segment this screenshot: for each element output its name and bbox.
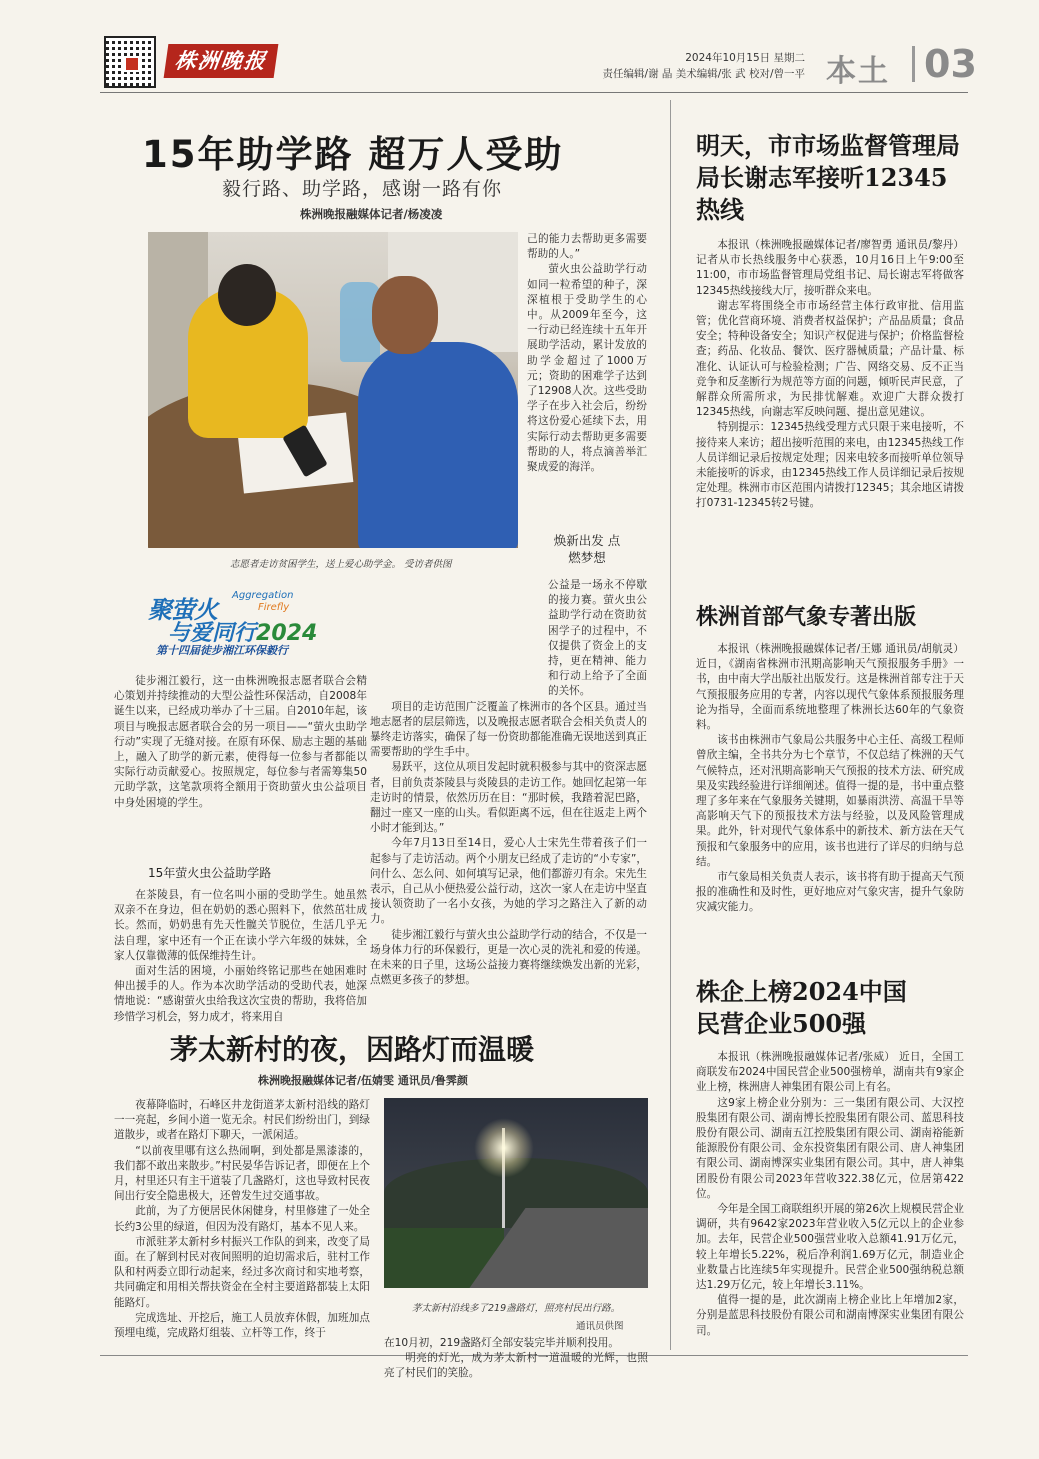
- paragraph: 值得一提的是，此次湖南上榜企业比上年增加2家，分别是蓝思科技股份有限公司和湖南博深实业集团有限公司。: [696, 1294, 964, 1337]
- paragraph: 在茶陵县，有一位名叫小丽的受助学生。她虽然双亲不在身边，但在奶奶的悉心照料下，依然茁壮成长。然而，奶奶患有先天性髋关节脱位，生活几乎无法自理，家中还有一个正在读小学六年级的妹妹，全家人仅靠微薄的低保维持生计。: [114, 889, 367, 962]
- paragraph: 本报讯（株洲晚报融媒体记者/廖智勇 通讯员/黎丹） 记者从市长热线服务中心获悉，10月16日上午9:00至11:00，市市场监督管理局党组书记、局长谢志军将做客12345热线接线大厅，接听群众来电。: [696, 239, 964, 297]
- right-headline-3: 株企上榜2024中国民营企业500强: [696, 977, 907, 1038]
- paragraph: 今年是全国工商联组织开展的第26次上规模民营企业调研，共有9642家2023年营业收入5亿元以上的企业参加。去年，民营企业500强营业收入总额41.91万亿元，较上年增长5.22%，税后净利润1.69万亿元，制造业企业数量占比连续5年实现提升。民营企业500强纳税总额达1.29万亿元，较上年增长3.11%。: [696, 1203, 964, 1292]
- paragraph: 萤火虫公益助学行动如同一粒希望的种子，深深植根于受助学生的心中。从2009年至今，这一行动已经连续十五年开展助学活动，累计发放的助学金超过了1000万元；资助的困难学子达到了12908人次。这些受助学子在步入社会后，纷纷将这份爱心延续下去，用实际行动去帮助更多需要帮助的人，将点滴善举汇聚成爱的海洋。: [527, 263, 647, 474]
- main-byline: 株洲晚报融媒体记者/杨凌凌: [300, 207, 443, 221]
- photo-credit: 通讯员供图: [576, 1321, 624, 1332]
- main-subheadline: 毅行路、助学路，感谢一路有你: [222, 178, 503, 200]
- main-article-col-b: [370, 578, 647, 988]
- volunteer-visit-photo: [148, 232, 518, 548]
- logo-event-line: 第十四届徒步湘江环保毅行: [156, 644, 288, 657]
- paragraph: 这9家上榜企业分别为：三一集团有限公司、大汉控股集团有限公司、湖南博长控股集团有限公司、蓝思科技股份有限公司、湖南五江控股集团有限公司、湖南裕能新能源股份有限公司、金东投资集团有限公司、唐人神集团有限公司、湖南博深实业集团有限公司。其中，唐人神集团股份有限公司2023年营收322.38亿元，位居第422位。: [696, 1096, 964, 1200]
- paragraph: 市气象局相关负责人表示，该书将有助于提高天气预报的准确性和及时性，更好地应对气象灾害，提升气象防灾减灾能力。: [696, 871, 964, 914]
- logo-cn-line1: 聚萤火: [148, 596, 217, 624]
- paragraph: 面对生活的困境，小丽始终铭记那些在她困难时伸出援手的人。作为本次助学活动的受助代表，她深情地说：“感谢萤火虫给我这次宝贵的帮助，我将倍加珍惜学习机会，努力成才，将来用自: [114, 965, 367, 1023]
- second-byline: 株洲晚报融媒体记者/伍婧雯 通讯员/鲁霁颜: [258, 1074, 468, 1087]
- editors-line: 责任编辑/谢 晶 美术编辑/张 武 校对/曾一平: [602, 68, 805, 80]
- photo-caption: 茅太新村沿线多了219盏路灯，照亮村民出行路。: [412, 1303, 621, 1314]
- second-article-col: [114, 1098, 370, 1341]
- paragraph: 明亮的灯光，成为茅太新村一道温暖的光辉，也照亮了村民们的笑脸。: [384, 1352, 648, 1380]
- second-article-col-d: [384, 1336, 648, 1382]
- paragraph: 易跃平，这位从项目发起时就积极参与其中的资深志愿者，目前负责茶陵县与炎陵县的走访工作。她回忆起第一年走访时的情景，依然历历在目：“那时候，我踏着泥巴路，翻过一座又一座的山头。看似距离不远，但在往返走上两个小时才能到达。”: [370, 761, 647, 835]
- section-divider: [912, 46, 915, 82]
- streetlight-photo: [384, 1098, 648, 1288]
- paragraph: 该书由株洲市气象局公共服务中心主任、高级工程师曾欣主编，全书共分为七个章节，不仅总结了株洲的天气气候特点，还对汛期高影响天气预报的技术方法、研究成果及实践经验进行详细阐述。值得一提的是，书中重点整理了多年来在气象服务关键期，如暴雨洪涝、高温干旱等高影响天气下的预报技术方法与经验，以及风险管理成果。此外，针对现代气象体系中的新技术、新方法在天气预报和气象服务中的应用，该书也进行了详尽的归纳与总结。: [696, 734, 964, 868]
- page-number: 03: [924, 42, 977, 86]
- logo-en-line1: Aggregation: [232, 590, 294, 601]
- newspaper-logo: 株洲晚报: [164, 44, 279, 78]
- header-rule: [100, 92, 968, 93]
- paragraph: 谢志军将围绕全市市场经营主体行政审批、信用监管；优化营商环境、消费者权益保护；产品品质量；食品安全；特种设备安全；知识产权促进与保护；价格监督检查；药品、化妆品、餐饮、医疗器械质量；产品计量、标准化、认证认可与检验检测；广告、网络交易、反不正当竞争和反垄断行为规范等方面的问题，倾听民声民意，了解群众所需所求，为民排忧解难。欢迎广大群众拨打12345热线，向谢志军反映问题、提出意见建议。: [696, 299, 964, 419]
- right-article-2: [696, 642, 964, 916]
- paragraph: 本报讯（株洲晚报融媒体记者/王娜 通讯员/胡航灵） 近日，《湖南省株洲市汛期高影响天气预报服务手册》一书，由中南大学出版社出版发行。这是株洲首部专注于天气预报服务应用的专著，内容以现代气象体系预报服务理论为指导，全面而系统地整理了株洲长达60年的气象资料。: [696, 643, 964, 732]
- main-article-col-a: [114, 674, 367, 811]
- qr-code: [104, 36, 156, 88]
- main-headline: 15年助学路 超万人受助: [142, 133, 564, 176]
- paragraph: 今年7月13日至14日，爱心人士宋先生带着孩子们一起参与了走访活动。两个小朋友已经成了走访的“小专家”，问什么、怎么问、如何填写记录，他们都游刃有余。宋先生表示，自己从小便热爱公益行动，这次一家人在走访中坚直接认领资助了一名小女孩，为她的学习之路注入了新的动力。: [370, 837, 647, 926]
- paragraph: “以前夜里哪有这么热闹啊，到处都是黑漆漆的，我们都不敢出来散步。”村民晏华告诉记者，即便在上个月，村里还只有主干道装了几盏路灯，这也导致村民夜间出行安全隐患极大，还曾发生过交通事故。: [114, 1144, 370, 1203]
- paragraph: 项目的走访范围广泛覆盖了株洲市的各个区县。通过当地志愿者的层层筛选，以及晚报志愿者联合会相关负责人的暴终走访落实，确保了每一份资助都能准确无误地送到真正需要帮助的学生手中。: [370, 700, 647, 759]
- paragraph: 夜幕降临时，石峰区井龙街道茅太新村沿线的路灯一一亮起，乡间小道一览无余。村民们纷纷出门，到绿道散步，或者在路灯下聊天，一派闲适。: [114, 1099, 370, 1142]
- main-article-col-b-top: [527, 232, 647, 475]
- paragraph: 此前，为了方便居民休闲健身，村里修建了一处全长约3公里的绿道，但因为没有路灯，基本不见人来。: [114, 1205, 370, 1233]
- firefly-event-logo: [148, 590, 328, 660]
- paragraph: 完成选址、开挖后，施工人员放弃休假，加班加点预埋电缆，完成路灯组装、立杆等工作，终于: [114, 1311, 370, 1340]
- second-headline: 茅太新村的夜，因路灯而温暖: [170, 1033, 535, 1066]
- paragraph: 徒步湘江毅行，这一由株洲晚报志愿者联合会精心策划并持续推动的大型公益性环保活动，自2008年诞生以来，已经成功举办了十三届。自2010年起，该项目与晚报志愿者联合会的另一项目——“萤火虫助学行动”实现了无缝对接。在原有环保、励志主题的基础上，融入了助学的新元素，使得每一位参与者都能以实际行动贡献爱心。按照规定，每位参与者需筹集50元助学款，这笔款项将全额用于资助萤火虫公益项目中身处困境的学生。: [114, 675, 367, 809]
- main-article-col-a2: [114, 888, 367, 1025]
- photo-caption: 志愿者走访贫困学生，送上爱心助学金。 受访者供图: [230, 559, 452, 570]
- paragraph: 本报讯（株洲晚报融媒体记者/张威） 近日，全国工商联发布2024中国民营企业500强榜单，湖南共有9家企业上榜，株洲唐人神集团有限公司上有名。: [696, 1051, 964, 1094]
- column-rule: [670, 100, 671, 1350]
- logo-cn-line2: 与爱同行2024: [168, 621, 318, 646]
- right-headline-2: 株洲首部气象专著出版: [696, 604, 917, 630]
- paragraph: 己的能力去帮助更多需要帮助的人。”: [527, 233, 647, 261]
- section-name: 本土: [826, 54, 890, 89]
- paragraph: 市派驻茅太新村乡村振兴工作队的到来，改变了局面。在了解到村民对夜间照明的迫切需求后，驻村工作队和村两委立即行动起来，经过多次商讨和实地考察，共同确定和用相关帮扶资金在全村主要道路都装上太阳能路灯。: [114, 1235, 370, 1309]
- paragraph: 徒步湘江毅行与萤火虫公益助学行动的结合，不仅是一场身体力行的环保毅行，更是一次心灵的洗礼和爱的传递。在未来的日子里，这场公益接力赛将继续焕发出新的光彩，点燃更多孩子的梦想。: [370, 928, 647, 987]
- right-article-3: [696, 1050, 964, 1339]
- right-article-1: [696, 238, 964, 512]
- logo-en-line2: Firefly: [258, 602, 290, 613]
- subhead: 15年萤火虫公益助学路: [148, 866, 272, 880]
- paragraph: 特别提示：12345热线受理方式只限于来电接听，不接待来人来访；超出接听范围的来电，由12345热线工作人员详细记录后按规定处理；因来电较多而接听单位领导未能接听的诉求，由12345热线工作人员详细记录后按规定处理。株洲市市区范围内请拨打12345；其余地区请拨打0731-12345转2号键。: [696, 421, 964, 510]
- right-headline-1: 明天，市市场监督管理局局长谢志军接听12345热线: [696, 131, 960, 224]
- subhead: 焕新出发 点燃梦想: [553, 533, 621, 565]
- issue-date: 2024年10月15日 星期二: [685, 52, 805, 64]
- paragraph: 在10月初，219盏路灯全部安装完毕并顺利投用。: [384, 1337, 619, 1349]
- paragraph: 公益是一场永不停歇的接力赛。萤火虫公益助学行动在资助贫困学子的过程中，不仅提供了资金上的支持，更在精神、能力和行动上给予了全面的关怀。: [548, 579, 647, 698]
